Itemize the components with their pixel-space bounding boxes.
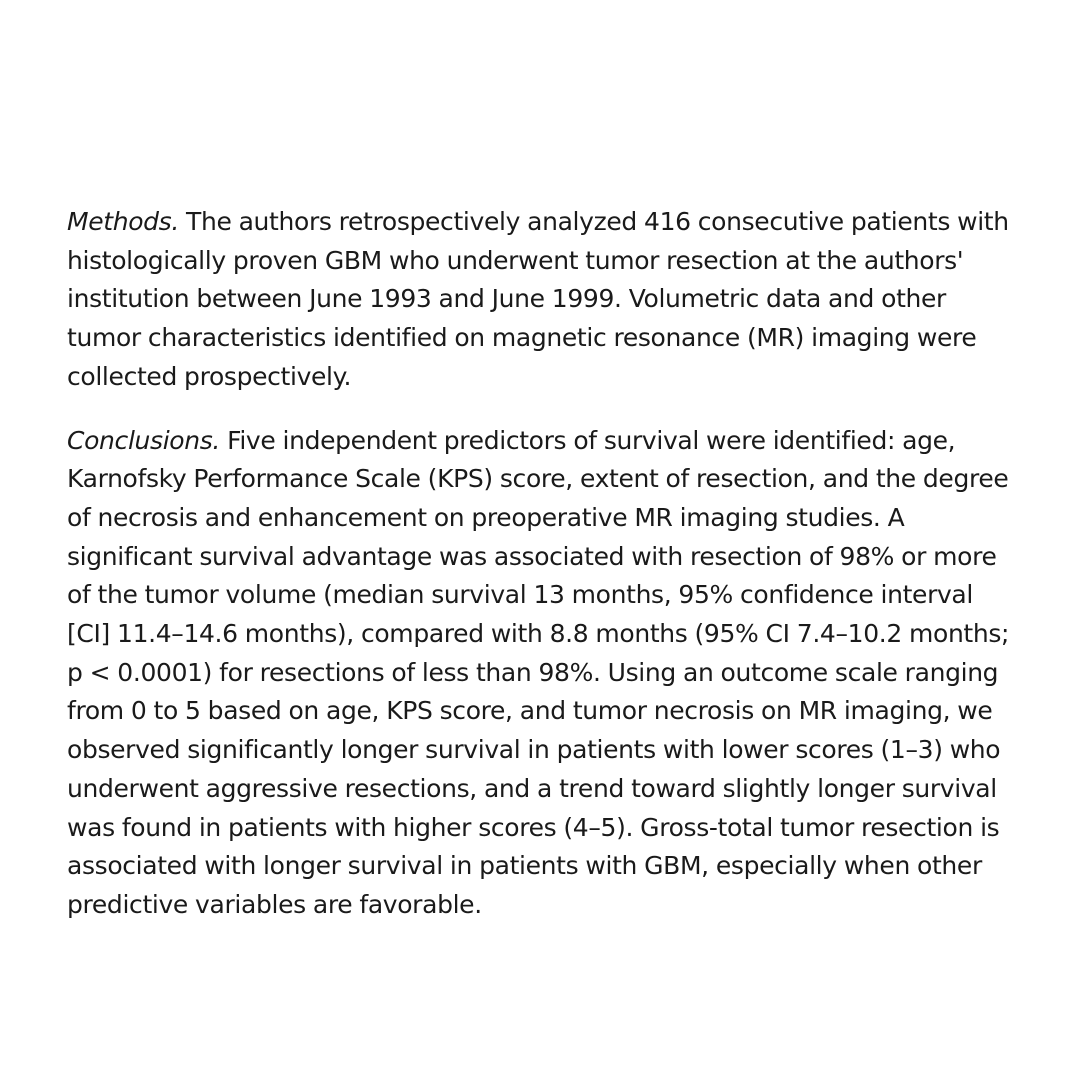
conclusions-text: Five independent predictors of survival were identified: age, Karnofsky Performance Scale (KPS) score, extent of resection, and the degree of necrosis and enhancement on preoperative MR imaging studies. A significant survival advantage was associated with resection of 98% or more of the tumor volume (median survival 13 months, 95% confidence interval [CI] 11.4–14.6 months), compared with 8.8 months (95% CI 7.4–10.2 months; p < 0.0001) for resections of less than 98%. Using an outcome scale ranging from 0 to 5 based on age, KPS score, and tumor necrosis on MR imaging, we observed significantly longer survival in patients with lower scores (1–3) who underwent aggressive resections, and a trend toward slightly longer survival was found in patients with higher scores (4–5). Gross-total tumor resection is associated with longer survival in patients with GBM, especially when other predictive variables are favorable. <box>67 425 1010 919</box>
methods-text: The authors retrospectively analyzed 416 consecutive patients with histologically proven GBM who underwent tumor resection at the authors' institution between June 1993 and June 1999. Volumetric data and other tumor characteristics identified on magnetic resonance (MR) imaging were collected prospectively. <box>67 207 1009 391</box>
abstract-body <box>67 203 1012 925</box>
conclusions-label: Conclusions. <box>67 425 221 455</box>
methods-label: Methods. <box>67 207 179 236</box>
conclusions-paragraph <box>67 422 1012 925</box>
methods-paragraph <box>67 203 1012 397</box>
